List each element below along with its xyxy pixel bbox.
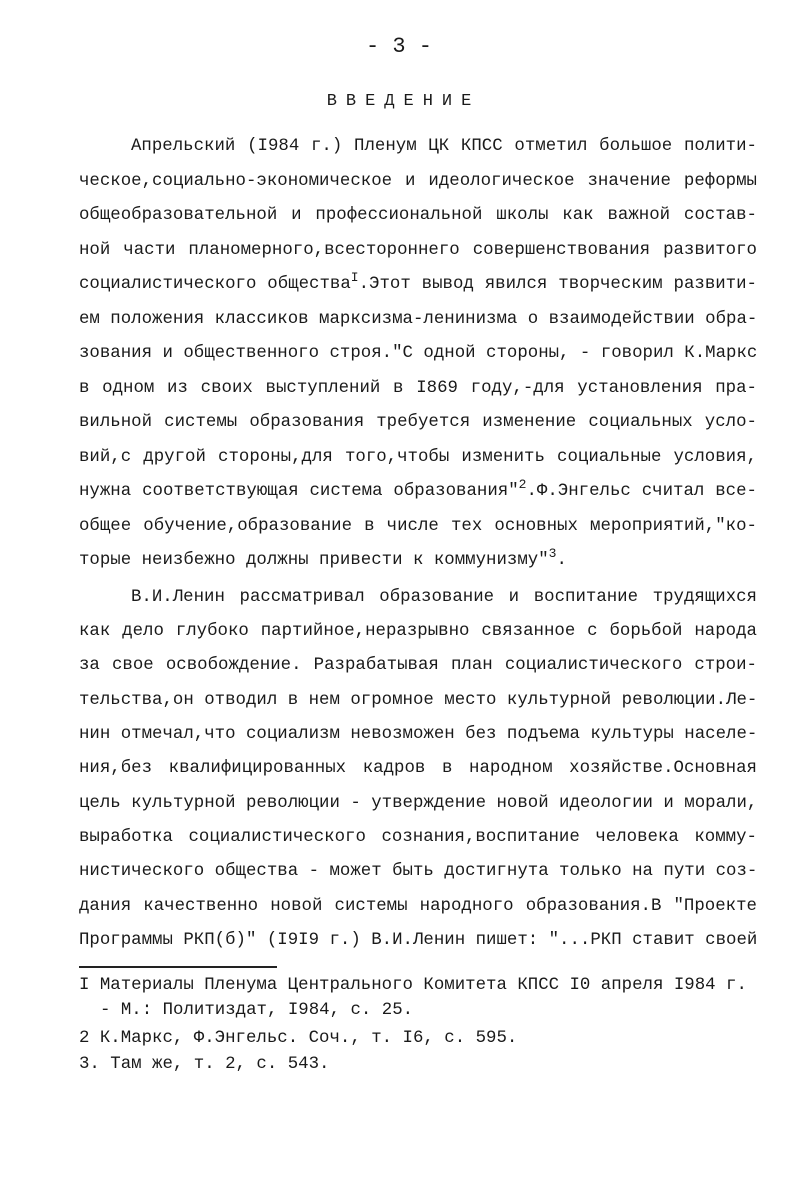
text-line: ческое,социально-экономическое и идеологическое значение реформы [79,172,757,191]
text-line: тельства,он отводил в нем огромное место культурной революции.Ле- [79,691,758,710]
text-line: как дело глубоко партийное,неразрывно связанное с борьбой народа [79,622,757,641]
text-line: В.И.Ленин рассматривал образование и воспитание трудящихся [131,588,757,607]
text-line: цель культурной революции - утверждение новой идеологии и морали, [79,794,758,813]
text-line: за свое освобождение. Разрабатывая план социалистического строи- [79,656,757,675]
footnote-separator [79,966,277,968]
text: нужна соответствующая система образования" [79,482,519,501]
text-line: вильной системы образования требуется изменение социальных усло- [79,413,757,432]
footnote-ref: I [350,270,359,285]
section-title: ВВЕДЕНИЕ [326,92,481,111]
text-line: общее обучение,образование в числе тех основных мероприятий,"ко- [79,517,757,536]
text-line: общеобразовательной и профессиональной школы как важной состав- [79,206,757,225]
footnote-ref: 3 [548,546,557,561]
text-line [79,546,757,571]
text-line: нистического общества - может быть достигнута только на пути соз- [79,862,758,881]
text-line [79,477,757,502]
text-line: ной части планомерного,всестороннего совершенствования развитого [79,241,757,260]
text-line: выработка социалистического сознания,воспитание человека комму- [79,828,757,847]
footnote-1-continuation: - М.: Политиздат, I984, с. 25. [100,1001,414,1020]
text: . [556,551,567,570]
text-line: Апрельский (I984 г.) Пленум ЦК КПСС отметил большое полити- [131,137,757,156]
text-line: Программы РКП(б)" (I9I9 г.) В.И.Ленин пишет: "...РКП ставит своей [79,931,758,950]
footnote-1: I Материалы Пленума Центрального Комитета КПСС I0 апреля I984 г. [79,976,747,995]
footnote-3: 3. Там же, т. 2, с. 543. [79,1055,330,1074]
text-line: ем положения классиков марксизма-ленинизма о взаимодействии обра- [79,310,758,329]
text: .Ф.Энгельс считал все- [526,482,757,501]
page-number: - 3 - [365,34,432,59]
text: .Этот вывод явился творческим развити- [358,275,757,294]
text-line: вий,с другой стороны,для того,чтобы изменить социальные условия, [79,448,757,467]
text-line: дания качественно новой системы народного образования.В "Проекте [79,897,757,916]
footnote-ref: 2 [518,477,527,492]
text-line: зования и общественного строя."С одной стороны, - говорил К.Маркс [79,344,758,363]
text-line [79,270,757,295]
text-line: нин отмечал,что социализм невозможен без подъема культуры населе- [79,725,758,744]
text: торые неизбежно должны привести к коммунизму" [79,551,549,570]
text-line: ния,без квалифицированных кадров в народном хозяйстве.Основная [79,759,757,778]
text-line: в одном из своих выступлений в I869 году,-для установления пра- [79,379,757,398]
footnote-2: 2 К.Маркс, Ф.Энгельс. Соч., т. I6, с. 595. [79,1029,518,1048]
text: социалистического общества [79,275,351,294]
